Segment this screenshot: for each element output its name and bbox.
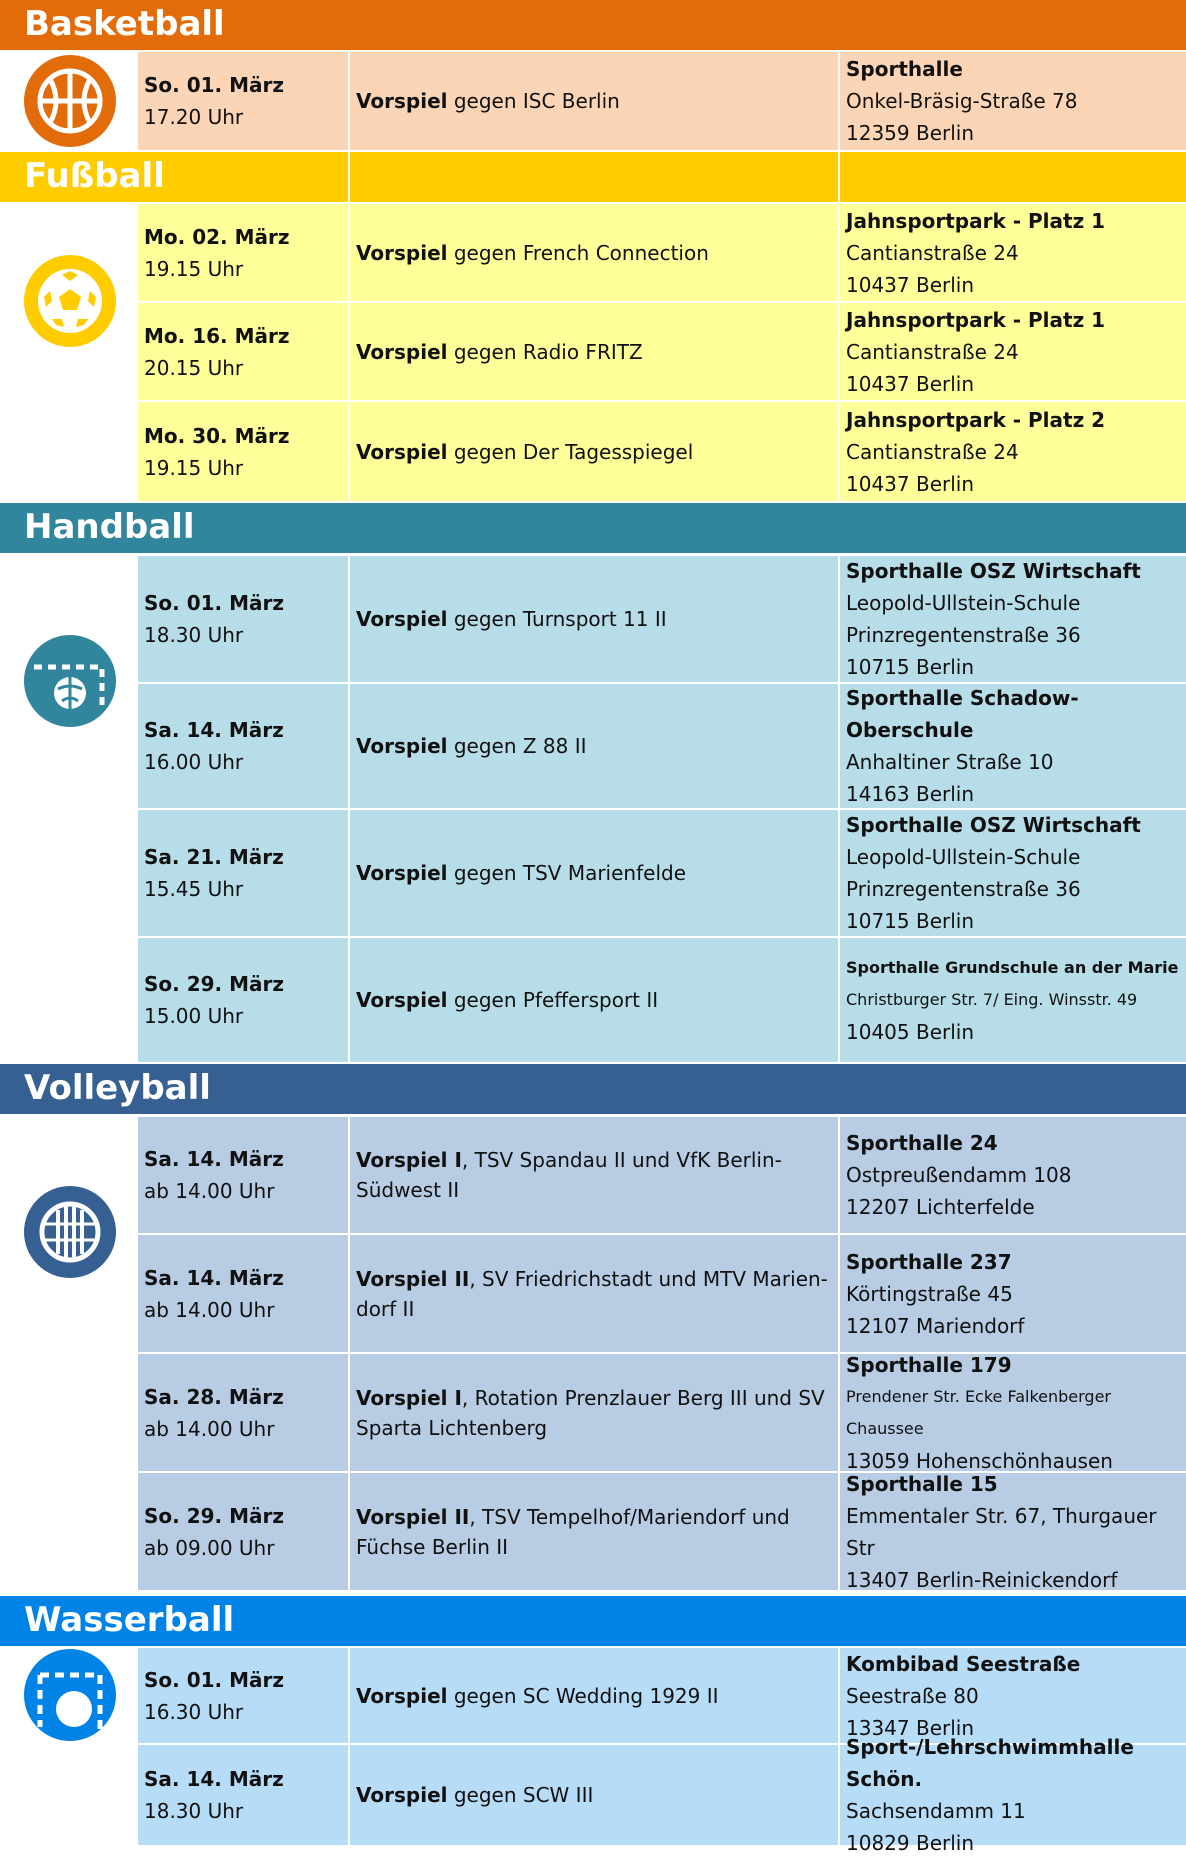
match-time: ab 14.00 Uhr bbox=[144, 1297, 275, 1322]
venue-cell bbox=[840, 1235, 1186, 1352]
date-cell bbox=[138, 1235, 348, 1352]
venue-address-line: 13059 Hohenschönhausen bbox=[846, 1448, 1113, 1473]
venue-address-line: Cantianstraße 24 bbox=[846, 240, 1019, 265]
venue-block bbox=[846, 205, 1182, 301]
match-opponent: gegen SCW III bbox=[447, 1783, 594, 1807]
match-day: So. 01. März bbox=[144, 73, 284, 97]
date-cell bbox=[138, 52, 348, 150]
venue-address-line: 10715 Berlin bbox=[846, 655, 975, 679]
venue-block bbox=[846, 1468, 1182, 1596]
match-block bbox=[356, 437, 834, 467]
match-label: Vorspiel I bbox=[356, 1148, 462, 1172]
match-block bbox=[356, 337, 834, 367]
match-day: Mo. 30. März bbox=[144, 423, 290, 448]
match-cell bbox=[350, 1745, 838, 1845]
date-cell bbox=[138, 938, 348, 1062]
table-row bbox=[138, 402, 1186, 501]
match-label: Vorspiel bbox=[356, 861, 448, 885]
section-header-basketball bbox=[0, 0, 1186, 50]
match-day: Sa. 14. März bbox=[144, 1767, 284, 1791]
venue-address-line: 12107 Mariendorf bbox=[846, 1313, 1025, 1338]
match-cell bbox=[350, 52, 838, 150]
match-label: Vorspiel II bbox=[356, 1504, 470, 1529]
section-header-handball bbox=[0, 503, 1186, 553]
venue-address-line: Onkel-Bräsig-Straße 78 bbox=[846, 89, 1078, 113]
venue-cell bbox=[840, 204, 1186, 301]
venue-address-line: 10437 Berlin bbox=[846, 272, 975, 297]
venue-name: Sporthalle OSZ Wirtschaft bbox=[846, 813, 1141, 837]
match-label: Vorspiel bbox=[356, 988, 448, 1012]
date-cell bbox=[138, 1473, 348, 1590]
venue-block bbox=[846, 404, 1182, 500]
venue-cell bbox=[840, 1117, 1186, 1233]
water-polo-icon bbox=[22, 1647, 118, 1743]
table-row bbox=[138, 52, 1186, 150]
venue-name: Sporthalle Schadow-Oberschule bbox=[846, 686, 1079, 742]
venue-block bbox=[846, 555, 1182, 683]
table-row bbox=[138, 1235, 1186, 1352]
venue-name: Sporthalle bbox=[846, 57, 963, 81]
venue-cell bbox=[840, 556, 1186, 682]
venue-address-line: 10829 Berlin bbox=[846, 1831, 975, 1855]
match-opponent: , TSV Tempelhof/Mariendorf und Füchse Berlin II bbox=[356, 1504, 790, 1559]
match-opponent: gegen French Connection bbox=[447, 240, 709, 265]
volleyball-icon bbox=[22, 1184, 118, 1280]
venue-address-line: 14163 Berlin bbox=[846, 782, 975, 806]
venue-block bbox=[846, 1648, 1182, 1744]
table-row bbox=[138, 1354, 1186, 1471]
match-cell bbox=[350, 303, 838, 400]
date-block bbox=[144, 1763, 344, 1827]
match-label: Vorspiel bbox=[356, 439, 448, 464]
venue-cell bbox=[840, 810, 1186, 936]
venue-address-line: Anhaltiner Straße 10 bbox=[846, 750, 1054, 774]
venue-cell bbox=[840, 1648, 1186, 1743]
match-block bbox=[356, 1780, 834, 1810]
match-cell bbox=[350, 1354, 838, 1471]
match-block bbox=[356, 1264, 834, 1324]
date-block bbox=[144, 420, 344, 484]
venue-address-line: 12359 Berlin bbox=[846, 121, 975, 145]
date-cell bbox=[138, 204, 348, 301]
section-title: Handball bbox=[24, 507, 195, 547]
venue-address-line: Körtingstraße 45 bbox=[846, 1281, 1013, 1306]
match-opponent: gegen Radio FRITZ bbox=[447, 339, 643, 364]
match-opponent: gegen Pfeffersport II bbox=[447, 988, 659, 1012]
date-block bbox=[144, 1664, 344, 1728]
date-block bbox=[144, 1262, 344, 1326]
icon-column bbox=[0, 556, 138, 1062]
match-day: Sa. 14. März bbox=[144, 718, 284, 742]
venue-address-line: 12207 Lichterfelde bbox=[846, 1195, 1035, 1219]
match-day: Sa. 14. März bbox=[144, 1265, 284, 1290]
venue-block bbox=[846, 682, 1182, 810]
venue-address-line: 13347 Berlin bbox=[846, 1715, 975, 1740]
match-day: So. 29. März bbox=[144, 1503, 284, 1528]
match-opponent: gegen TSV Marienfelde bbox=[447, 861, 686, 885]
match-cell bbox=[350, 684, 838, 808]
venue-name: Sporthalle Grundschule an der Marie bbox=[846, 958, 1179, 977]
table-row bbox=[138, 303, 1186, 400]
venue-cell bbox=[840, 938, 1186, 1062]
venue-name: Jahnsportpark - Platz 1 bbox=[846, 307, 1106, 332]
venue-address-line: Ostpreußendamm 108 bbox=[846, 1163, 1072, 1187]
venue-address-line: Prendener Str. Ecke Falkenberger Chaussee bbox=[846, 1386, 1112, 1438]
match-label: Vorspiel II bbox=[356, 1266, 470, 1291]
date-cell bbox=[138, 402, 348, 501]
venue-address-line: Prinzregentenstraße 36 bbox=[846, 877, 1081, 901]
section-header-volleyball bbox=[0, 1064, 1186, 1114]
venue-name: Sporthalle 15 bbox=[846, 1471, 998, 1496]
match-day: Sa. 28. März bbox=[144, 1384, 284, 1409]
venue-cell bbox=[840, 684, 1186, 808]
match-cell bbox=[350, 1235, 838, 1352]
match-label: Vorspiel bbox=[356, 89, 448, 113]
match-label: Vorspiel bbox=[356, 240, 448, 265]
table-row bbox=[138, 1117, 1186, 1233]
table-row bbox=[138, 1473, 1186, 1590]
venue-address-line: 13407 Berlin-Reinickendorf bbox=[846, 1567, 1118, 1592]
venue-name: Sporthalle 24 bbox=[846, 1131, 998, 1155]
basketball-icon bbox=[22, 53, 118, 149]
match-day: So. 29. März bbox=[144, 972, 284, 996]
match-label: Vorspiel bbox=[356, 339, 448, 364]
date-cell bbox=[138, 684, 348, 808]
match-time: 17.20 Uhr bbox=[144, 105, 244, 129]
match-time: 19.15 Uhr bbox=[144, 455, 244, 480]
soccer-ball-icon bbox=[22, 253, 118, 349]
match-block bbox=[356, 858, 834, 888]
match-time: 20.15 Uhr bbox=[144, 355, 244, 380]
handball-icon bbox=[22, 633, 118, 729]
venue-name: Jahnsportpark - Platz 1 bbox=[846, 208, 1106, 233]
date-cell bbox=[138, 1648, 348, 1743]
venue-address-line: 10405 Berlin bbox=[846, 1020, 975, 1044]
match-cell bbox=[350, 556, 838, 682]
match-day: So. 01. März bbox=[144, 591, 284, 615]
section-title: Fußball bbox=[24, 156, 165, 196]
match-block bbox=[356, 604, 834, 634]
venue-address-line: Christburger Str. 7/ Eing. Winsstr. 49 bbox=[846, 990, 1138, 1009]
venue-address-line: Sachsendamm 11 bbox=[846, 1799, 1026, 1823]
date-block bbox=[144, 69, 344, 133]
section-header-wasserball bbox=[0, 1596, 1186, 1646]
venue-address-line: Leopold-Ullstein-Schule bbox=[846, 591, 1081, 615]
venue-block bbox=[846, 1731, 1182, 1859]
match-label: Vorspiel bbox=[356, 607, 448, 631]
date-block bbox=[144, 841, 344, 905]
match-label: Vorspiel bbox=[356, 734, 448, 758]
venue-name: Kombibad Seestraße bbox=[846, 1651, 1081, 1676]
venue-block bbox=[846, 304, 1182, 400]
match-opponent: gegen Z 88 II bbox=[447, 734, 587, 758]
match-opponent: , TSV Spandau II und VfK Berlin-Südwest II bbox=[356, 1148, 782, 1202]
date-cell bbox=[138, 810, 348, 936]
match-block bbox=[356, 1681, 834, 1711]
match-block bbox=[356, 731, 834, 761]
match-block bbox=[356, 985, 834, 1015]
venue-name: Sport-/Lehrschwimmhalle Schön. bbox=[846, 1735, 1134, 1791]
match-block bbox=[356, 1383, 834, 1443]
venue-block bbox=[846, 1349, 1182, 1477]
match-day: Mo. 02. März bbox=[144, 224, 290, 249]
header-divider bbox=[348, 152, 350, 202]
match-time: 16.00 Uhr bbox=[144, 750, 244, 774]
match-block bbox=[356, 1502, 834, 1562]
venue-address-line: 10715 Berlin bbox=[846, 909, 975, 933]
venue-cell bbox=[840, 402, 1186, 501]
section-title: Wasserball bbox=[24, 1600, 235, 1640]
match-day: Sa. 21. März bbox=[144, 845, 284, 869]
venue-address-line: Prinzregentenstraße 36 bbox=[846, 623, 1081, 647]
icon-column bbox=[0, 204, 138, 501]
match-cell bbox=[350, 1473, 838, 1590]
match-day: So. 01. März bbox=[144, 1667, 284, 1692]
match-time: 15.45 Uhr bbox=[144, 877, 244, 901]
date-cell bbox=[138, 1117, 348, 1233]
match-label: Vorspiel I bbox=[356, 1385, 462, 1410]
section-title: Basketball bbox=[24, 4, 225, 44]
match-block bbox=[356, 86, 834, 116]
match-cell bbox=[350, 1648, 838, 1743]
match-cell bbox=[350, 204, 838, 301]
venue-address-line: 10437 Berlin bbox=[846, 471, 975, 496]
venue-address-line: Leopold-Ullstein-Schule bbox=[846, 845, 1081, 869]
venue-block bbox=[846, 53, 1182, 149]
table-row bbox=[138, 810, 1186, 936]
match-opponent: , SV Friedrichstadt und MTV Marien-dorf II bbox=[356, 1266, 828, 1321]
date-block bbox=[144, 221, 344, 285]
match-cell bbox=[350, 402, 838, 501]
table-row bbox=[138, 204, 1186, 301]
table-row bbox=[138, 1648, 1186, 1743]
match-time: ab 14.00 Uhr bbox=[144, 1416, 275, 1441]
date-block bbox=[144, 968, 344, 1032]
date-cell bbox=[138, 303, 348, 400]
header-divider bbox=[838, 152, 840, 202]
date-cell bbox=[138, 1354, 348, 1471]
venue-name: Sporthalle 179 bbox=[846, 1352, 1012, 1377]
venue-name: Sporthalle OSZ Wirtschaft bbox=[846, 559, 1141, 583]
match-day: Sa. 14. März bbox=[144, 1147, 284, 1171]
date-block bbox=[144, 1500, 344, 1564]
match-time: 18.30 Uhr bbox=[144, 1799, 244, 1823]
match-time: ab 09.00 Uhr bbox=[144, 1535, 275, 1560]
match-opponent: gegen Der Tagesspiegel bbox=[447, 439, 694, 464]
venue-address-line: 10437 Berlin bbox=[846, 371, 975, 396]
date-block bbox=[144, 1143, 344, 1207]
venue-cell bbox=[840, 1735, 1186, 1855]
venue-block bbox=[846, 1246, 1182, 1342]
match-cell bbox=[350, 810, 838, 936]
venue-block bbox=[846, 1127, 1182, 1223]
match-block bbox=[356, 1145, 834, 1205]
match-time: 19.15 Uhr bbox=[144, 256, 244, 281]
date-block bbox=[144, 320, 344, 384]
match-time: 18.30 Uhr bbox=[144, 623, 244, 647]
match-time: 16.30 Uhr bbox=[144, 1699, 244, 1724]
date-block bbox=[144, 714, 344, 778]
match-block bbox=[356, 238, 834, 268]
venue-cell bbox=[840, 1473, 1186, 1590]
date-block bbox=[144, 1381, 344, 1445]
venue-block bbox=[846, 952, 1182, 1048]
venue-cell bbox=[840, 303, 1186, 400]
venue-cell bbox=[840, 52, 1186, 150]
venue-address-line: Emmentaler Str. 67, Thurgauer Str bbox=[846, 1503, 1157, 1560]
venue-name: Jahnsportpark - Platz 2 bbox=[846, 407, 1106, 432]
table-row bbox=[138, 938, 1186, 1062]
date-cell bbox=[138, 1745, 348, 1845]
match-opponent: gegen Turnsport 11 II bbox=[447, 607, 667, 631]
match-opponent: , Rotation Prenzlauer Berg III und SV Sparta Lichtenberg bbox=[356, 1385, 825, 1440]
venue-name: Sporthalle 237 bbox=[846, 1249, 1012, 1274]
match-time: 15.00 Uhr bbox=[144, 1004, 244, 1028]
date-block bbox=[144, 587, 344, 651]
match-cell bbox=[350, 938, 838, 1062]
venue-address-line: Cantianstraße 24 bbox=[846, 439, 1019, 464]
match-day: Mo. 16. März bbox=[144, 323, 290, 348]
date-cell bbox=[138, 556, 348, 682]
match-opponent: gegen ISC Berlin bbox=[447, 89, 620, 113]
section-title: Volleyball bbox=[24, 1068, 211, 1108]
match-label: Vorspiel bbox=[356, 1783, 448, 1807]
table-row bbox=[138, 556, 1186, 682]
section-header-fussball bbox=[0, 152, 1186, 202]
venue-block bbox=[846, 809, 1182, 937]
match-time: ab 14.00 Uhr bbox=[144, 1179, 275, 1203]
table-row bbox=[138, 684, 1186, 808]
venue-address-line: Seestraße 80 bbox=[846, 1683, 979, 1708]
match-opponent: gegen SC Wedding 1929 II bbox=[447, 1683, 719, 1708]
match-cell bbox=[350, 1117, 838, 1233]
venue-cell bbox=[840, 1354, 1186, 1471]
match-label: Vorspiel bbox=[356, 1683, 448, 1708]
table-row bbox=[138, 1735, 1186, 1855]
venue-address-line: Cantianstraße 24 bbox=[846, 339, 1019, 364]
